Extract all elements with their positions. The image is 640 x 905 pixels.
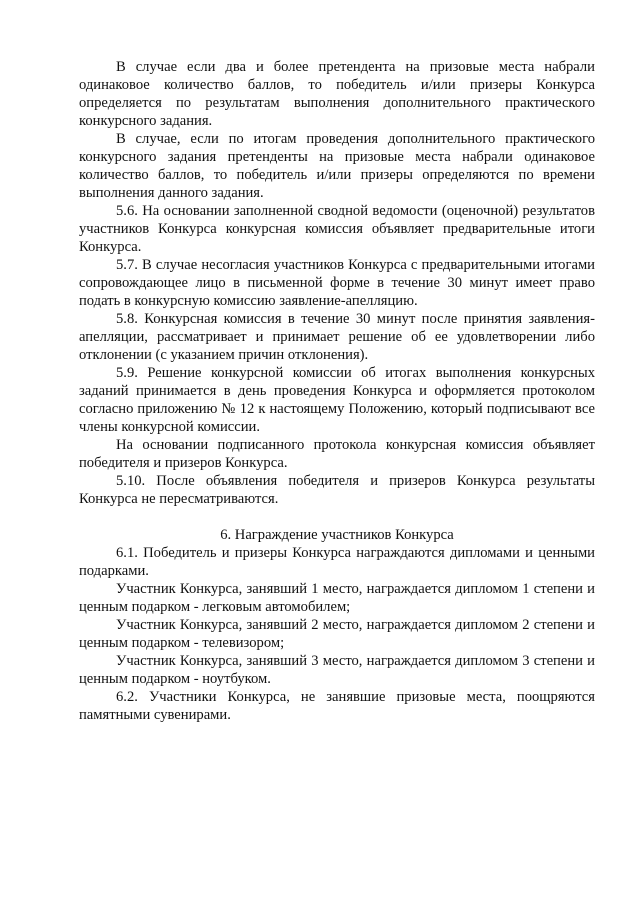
section-spacer <box>79 508 595 526</box>
paragraph-third-place: Участник Конкурса, занявший 3 место, награждается дипломом 3 степени и ценным подарком - ноутбуком. <box>79 653 595 687</box>
paragraph-5-10: 5.10. После объявления победителя и призеров Конкурса результаты Конкурса не пересматриваются. <box>79 473 595 507</box>
paragraph-tie-break-rule: В случае если два и более претендента на призовые места набрали одинаковое количество баллов, то победитель и/или призеры Конкурса определяется по результатам выполнения дополнительного практического конкурсного задания. <box>79 59 595 129</box>
paragraph-6-2: 6.2. Участники Конкурса, не занявшие призовые места, поощряются памятными сувенирами. <box>79 689 595 723</box>
paragraph-protocol-announcement: На основании подписанного протокола конкурсная комиссия объявляет победителя и призеров Конкурса. <box>79 437 595 471</box>
paragraph-6-1: 6.1. Победитель и призеры Конкурса награждаются дипломами и ценными подарками. <box>79 545 595 579</box>
document-page <box>79 58 595 724</box>
paragraph-5-9: 5.9. Решение конкурсной комиссии об итогах выполнения конкурсных заданий принимается в день проведения Конкурса и оформляется протоколом согласно приложению № 12 к настоящему Положению, который подписывают все члены конкурсной комиссии. <box>79 365 595 435</box>
paragraph-5-8: 5.8. Конкурсная комиссия в течение 30 минут после принятия заявления-апелляции, рассматривает и принимает решение об ее удовлетворении либо отклонении (с указанием причин отклонения). <box>79 311 595 363</box>
paragraph-first-place: Участник Конкурса, занявший 1 место, награждается дипломом 1 степени и ценным подарком - легковым автомобилем; <box>79 581 595 615</box>
paragraph-tie-break-time: В случае, если по итогам проведения дополнительного практического конкурсного задания претенденты на призовые места набрали одинаковое количество баллов, то победитель и/или призеры определяются по времени выполнения данного задания. <box>79 131 595 201</box>
paragraph-second-place: Участник Конкурса, занявший 2 место, награждается дипломом 2 степени и ценным подарком - телевизором; <box>79 617 595 651</box>
paragraph-5-6: 5.6. На основании заполненной сводной ведомости (оценочной) результатов участников Конкурса конкурсная комиссия объявляет предварительные итоги Конкурса. <box>79 203 595 255</box>
section-heading: 6. Награждение участников Конкурса <box>220 527 454 543</box>
paragraph-5-7: 5.7. В случае несогласия участников Конкурса с предварительными итогами сопровождающее лицо в письменной форме в течение 30 минут имеет право подать в конкурсную комиссию заявление-апелляцию. <box>79 257 595 309</box>
